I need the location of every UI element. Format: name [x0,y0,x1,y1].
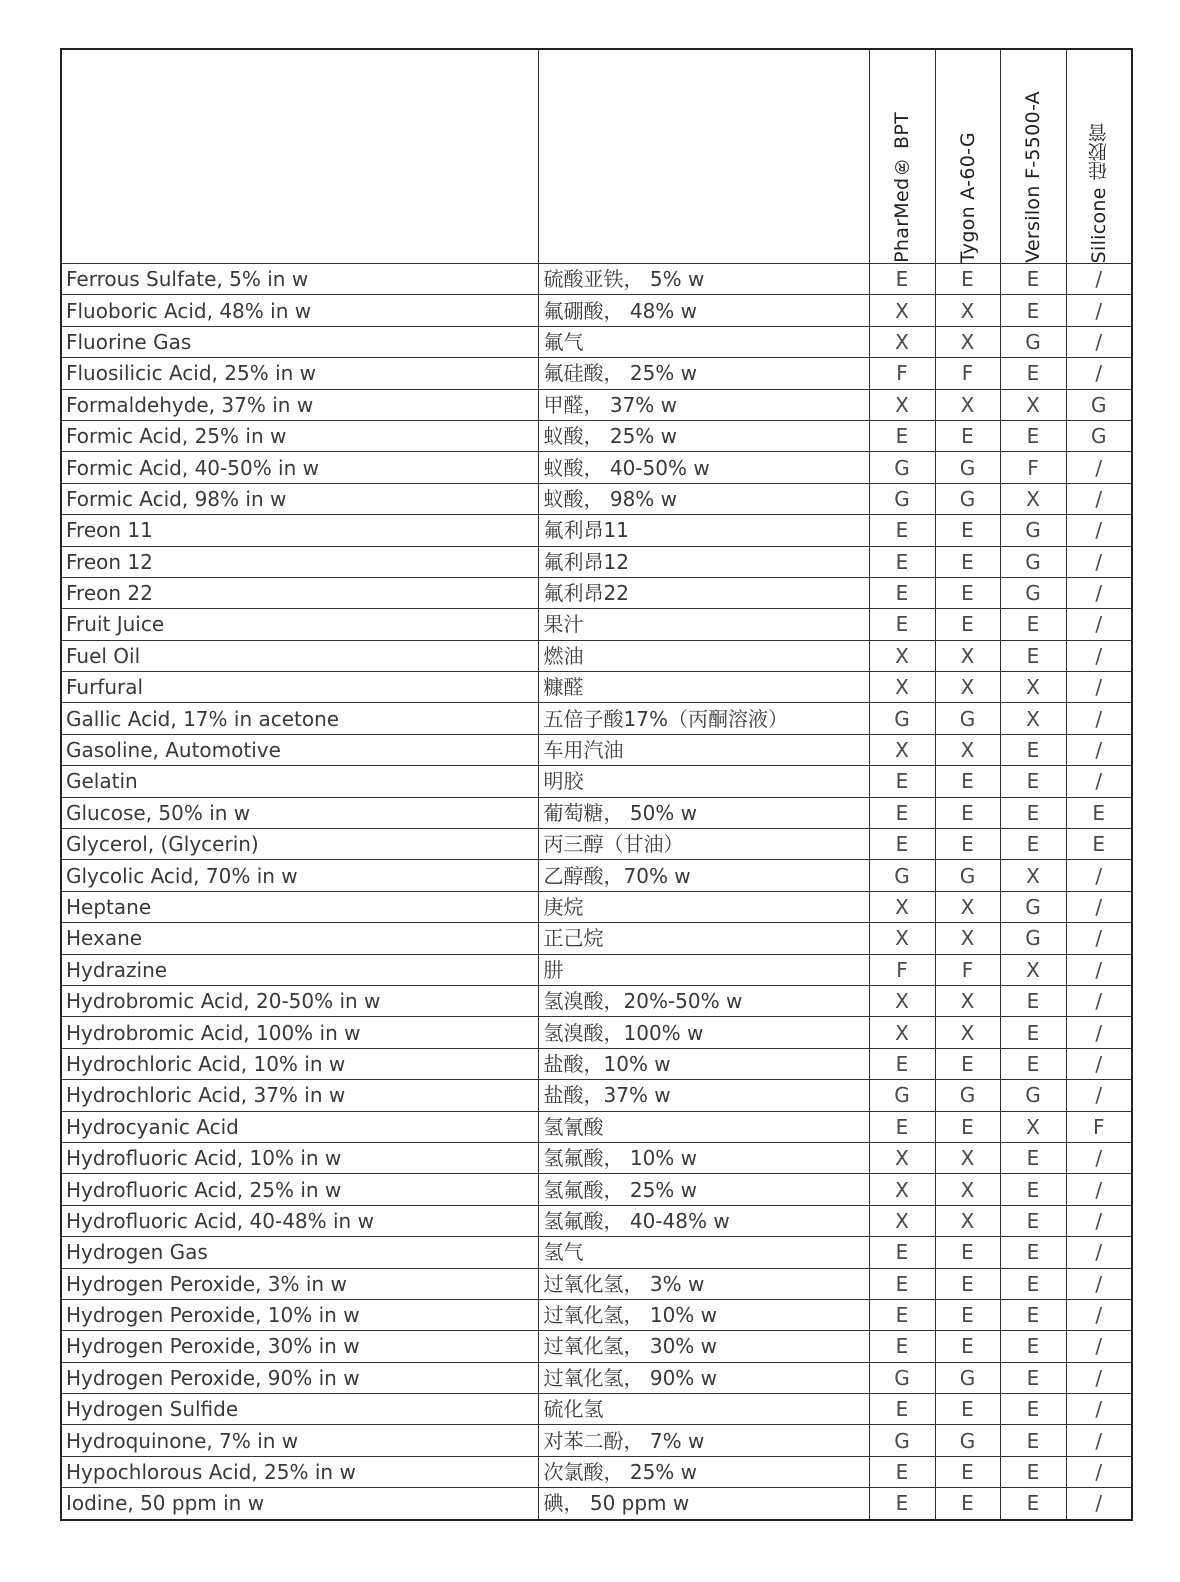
chemical-name-cn: 蚁酸， 25% w [538,420,869,451]
rating-silicone: / [1066,1017,1132,1048]
rating-tygon: E [935,1394,1000,1425]
chemical-name-cn: 氟硼酸， 48% w [538,295,869,326]
chemical-name-cn: 车用汽油 [538,734,869,765]
table-row [61,389,1132,420]
rating-versilon: E [1000,829,1066,860]
chemical-name-en: Freon 11 [61,515,538,546]
rating-versilon: X [1000,389,1066,420]
table-row [61,1048,1132,1079]
header-silicone-label: Silicone 硅胶管 [1088,122,1111,263]
chemical-name-cn: 氢氰酸 [538,1111,869,1142]
table-row [61,1362,1132,1393]
rating-tygon: E [935,420,1000,451]
chemical-name-cn: 丙三醇（甘油） [538,829,869,860]
chemical-name-en: Fluorine Gas [61,326,538,357]
rating-tygon: X [935,985,1000,1016]
chemical-name-en: Hydrogen Peroxide, 90% in w [61,1362,538,1393]
rating-tygon: E [935,546,1000,577]
rating-pharmed: E [869,1268,935,1299]
table-row [61,640,1132,671]
chemical-name-cn: 氟利昂12 [538,546,869,577]
rating-tygon: G [935,483,1000,514]
chemical-name-cn: 氟气 [538,326,869,357]
rating-tygon: E [935,264,1000,295]
rating-tygon: X [935,1174,1000,1205]
rating-pharmed: E [869,797,935,828]
table-row [61,483,1132,514]
rating-tygon: G [935,703,1000,734]
rating-pharmed: E [869,766,935,797]
rating-silicone: / [1066,1080,1132,1111]
rating-silicone: / [1066,1394,1132,1425]
table-row [61,829,1132,860]
chemical-name-en: Glycerol, (Glycerin) [61,829,538,860]
rating-pharmed: X [869,1142,935,1173]
rating-tygon: X [935,1017,1000,1048]
rating-versilon: E [1000,797,1066,828]
chemical-name-en: Hydrofluoric Acid, 40-48% in w [61,1205,538,1236]
chemical-name-en: Freon 12 [61,546,538,577]
chemical-name-en: Hydrofluoric Acid, 25% in w [61,1174,538,1205]
rating-pharmed: E [869,1299,935,1330]
rating-versilon: E [1000,1488,1066,1520]
header-row [61,49,1132,264]
chemical-name-cn: 过氧化氢， 3% w [538,1268,869,1299]
chemical-name-cn: 过氧化氢， 90% w [538,1362,869,1393]
rating-pharmed: X [869,1174,935,1205]
chemical-name-en: Fluosilicic Acid, 25% in w [61,358,538,389]
chemical-name-en: Hydrocyanic Acid [61,1111,538,1142]
rating-versilon: E [1000,1331,1066,1362]
chemical-name-en: Fluoboric Acid, 48% in w [61,295,538,326]
rating-silicone: / [1066,1299,1132,1330]
rating-pharmed: E [869,515,935,546]
rating-silicone: / [1066,640,1132,671]
rating-pharmed: G [869,1080,935,1111]
rating-versilon: G [1000,515,1066,546]
rating-versilon: E [1000,1394,1066,1425]
rating-pharmed: X [869,923,935,954]
rating-silicone: / [1066,295,1132,326]
chemical-name-en: Furfural [61,672,538,703]
chemical-name-cn: 正己烷 [538,923,869,954]
rating-pharmed: E [869,1331,935,1362]
rating-versilon: G [1000,923,1066,954]
rating-silicone: E [1066,797,1132,828]
rating-versilon: E [1000,1237,1066,1268]
chemical-name-en: Ferrous Sulfate, 5% in w [61,264,538,295]
rating-silicone: / [1066,1456,1132,1487]
chemical-name-en: Hydrazine [61,954,538,985]
rating-versilon: E [1000,1174,1066,1205]
table-row [61,734,1132,765]
rating-versilon: X [1000,860,1066,891]
header-tygon-a60g-label: Tygon A-60-G [956,131,979,263]
chemical-name-cn: 甲醛， 37% w [538,389,869,420]
chemical-name-en: Freon 22 [61,577,538,608]
rating-versilon: G [1000,891,1066,922]
rating-pharmed: E [869,1394,935,1425]
rating-versilon: E [1000,420,1066,451]
chemical-name-cn: 硫化氢 [538,1394,869,1425]
chemical-name-cn: 果汁 [538,609,869,640]
chemical-name-cn: 乙醇酸，70% w [538,860,869,891]
rating-versilon: X [1000,1111,1066,1142]
rating-silicone: / [1066,1205,1132,1236]
rating-tygon: X [935,326,1000,357]
chemical-name-cn: 氢氟酸， 10% w [538,1142,869,1173]
rating-tygon: X [935,640,1000,671]
chemical-name-en: Hydrochloric Acid, 10% in w [61,1048,538,1079]
rating-pharmed: E [869,829,935,860]
chemical-name-en: Glucose, 50% in w [61,797,538,828]
table-row [61,420,1132,451]
rating-versilon: E [1000,264,1066,295]
rating-tygon: E [935,829,1000,860]
rating-versilon: E [1000,640,1066,671]
table-row [61,954,1132,985]
rating-versilon: E [1000,609,1066,640]
rating-pharmed: X [869,891,935,922]
rating-silicone: / [1066,1488,1132,1520]
table-row [61,1017,1132,1048]
rating-tygon: X [935,389,1000,420]
rating-tygon: E [935,515,1000,546]
rating-pharmed: E [869,1237,935,1268]
rating-tygon: E [935,1268,1000,1299]
rating-versilon: E [1000,1456,1066,1487]
chemical-compatibility-table [60,48,1133,1521]
rating-silicone: G [1066,389,1132,420]
table-row [61,766,1132,797]
rating-pharmed: X [869,1017,935,1048]
chemical-name-cn: 碘， 50 ppm w [538,1488,869,1520]
rating-silicone: / [1066,734,1132,765]
rating-tygon: E [935,609,1000,640]
chemical-name-cn: 糠醛 [538,672,869,703]
rating-tygon: F [935,358,1000,389]
table-row [61,1331,1132,1362]
rating-pharmed: X [869,985,935,1016]
rating-pharmed: G [869,1362,935,1393]
rating-pharmed: E [869,1111,935,1142]
table-row [61,1456,1132,1487]
chemical-name-en: Hydrogen Peroxide, 3% in w [61,1268,538,1299]
header-versilon-f5500a-label: Versilon F-5500-A [1022,91,1044,263]
table-row [61,358,1132,389]
table-row [61,1080,1132,1111]
table-row [61,1488,1132,1520]
chemical-name-en: Heptane [61,891,538,922]
rating-pharmed: X [869,672,935,703]
chemical-name-cn: 蚁酸， 98% w [538,483,869,514]
rating-versilon: E [1000,1425,1066,1456]
rating-tygon: E [935,1299,1000,1330]
rating-silicone: / [1066,860,1132,891]
chemical-name-cn: 氟硅酸， 25% w [538,358,869,389]
chemical-name-cn: 明胶 [538,766,869,797]
rating-silicone: / [1066,1268,1132,1299]
table-row [61,860,1132,891]
rating-pharmed: X [869,734,935,765]
rating-versilon: G [1000,546,1066,577]
table-row [61,1111,1132,1142]
chemical-name-cn: 燃油 [538,640,869,671]
rating-silicone: / [1066,923,1132,954]
chemical-name-en: Hydrogen Sulfide [61,1394,538,1425]
rating-silicone: / [1066,326,1132,357]
chemical-name-en: Formic Acid, 98% in w [61,483,538,514]
rating-versilon: F [1000,452,1066,483]
chemical-name-en: Hydrofluoric Acid, 10% in w [61,1142,538,1173]
table-row [61,1268,1132,1299]
rating-versilon: G [1000,326,1066,357]
chemical-name-cn: 氢溴酸，100% w [538,1017,869,1048]
chemical-name-en: Gasoline, Automotive [61,734,538,765]
rating-silicone: / [1066,1237,1132,1268]
rating-pharmed: G [869,860,935,891]
rating-pharmed: E [869,1048,935,1079]
rating-tygon: G [935,452,1000,483]
chemical-name-en: Formaldehyde, 37% in w [61,389,538,420]
table-row [61,295,1132,326]
rating-tygon: F [935,954,1000,985]
rating-silicone: / [1066,1174,1132,1205]
rating-pharmed: E [869,420,935,451]
chemical-name-cn: 蚁酸， 40-50% w [538,452,869,483]
rating-versilon: E [1000,1205,1066,1236]
chemical-name-en: Fruit Juice [61,609,538,640]
header-silicone [1066,49,1132,264]
table-row [61,577,1132,608]
rating-tygon: G [935,1425,1000,1456]
rating-silicone: / [1066,703,1132,734]
rating-versilon: E [1000,295,1066,326]
chemical-name-cn: 盐酸，37% w [538,1080,869,1111]
table-row [61,703,1132,734]
rating-silicone: E [1066,829,1132,860]
table-row [61,1174,1132,1205]
rating-tygon: E [935,1331,1000,1362]
rating-versilon: X [1000,672,1066,703]
chemical-name-en: Hydrogen Peroxide, 30% in w [61,1331,538,1362]
chemical-name-cn: 葡萄糖， 50% w [538,797,869,828]
header-chemical-name-cn [538,49,869,264]
chemical-name-cn: 对苯二酚， 7% w [538,1425,869,1456]
rating-versilon: E [1000,766,1066,797]
rating-tygon: G [935,1080,1000,1111]
rating-pharmed: G [869,483,935,514]
rating-tygon: X [935,891,1000,922]
chemical-name-cn: 过氧化氢， 30% w [538,1331,869,1362]
table-row [61,1237,1132,1268]
rating-tygon: X [935,295,1000,326]
rating-silicone: / [1066,1425,1132,1456]
rating-pharmed: E [869,1456,935,1487]
table-row [61,1142,1132,1173]
rating-silicone: / [1066,515,1132,546]
rating-tygon: E [935,577,1000,608]
table-row [61,546,1132,577]
chemical-name-en: Iodine, 50 ppm in w [61,1488,538,1520]
rating-silicone: / [1066,1331,1132,1362]
table-row [61,923,1132,954]
chemical-name-en: Hydrobromic Acid, 100% in w [61,1017,538,1048]
table-row [61,1425,1132,1456]
rating-versilon: E [1000,1362,1066,1393]
rating-silicone: F [1066,1111,1132,1142]
chemical-name-cn: 肼 [538,954,869,985]
table-row [61,985,1132,1016]
table-row [61,1205,1132,1236]
chemical-name-cn: 氟利昂11 [538,515,869,546]
rating-silicone: / [1066,358,1132,389]
table-row [61,1394,1132,1425]
chemical-name-cn: 氢溴酸，20%-50% w [538,985,869,1016]
chemical-name-cn: 氢氟酸， 40-48% w [538,1205,869,1236]
header-versilon-f5500a [1000,49,1066,264]
rating-tygon: X [935,672,1000,703]
chemical-name-en: Hydroquinone, 7% in w [61,1425,538,1456]
rating-versilon: E [1000,734,1066,765]
header-pharmed-bpt [869,49,935,264]
rating-versilon: E [1000,985,1066,1016]
chemical-name-cn: 氢气 [538,1237,869,1268]
rating-tygon: X [935,923,1000,954]
rating-versilon: X [1000,703,1066,734]
rating-silicone: / [1066,577,1132,608]
rating-tygon: E [935,1456,1000,1487]
rating-tygon: G [935,1362,1000,1393]
rating-versilon: G [1000,577,1066,608]
rating-versilon: G [1000,1080,1066,1111]
table-row [61,672,1132,703]
chemical-name-en: Hydrobromic Acid, 20-50% in w [61,985,538,1016]
rating-tygon: E [935,1237,1000,1268]
rating-silicone: / [1066,546,1132,577]
table-row [61,264,1132,295]
header-pharmed-bpt-label: PharMed® BPT [891,112,913,263]
rating-versilon: E [1000,1142,1066,1173]
chemical-name-en: Hydrochloric Acid, 37% in w [61,1080,538,1111]
chemical-name-en: Gallic Acid, 17% in acetone [61,703,538,734]
chemical-name-cn: 硫酸亚铁， 5% w [538,264,869,295]
rating-versilon: E [1000,1299,1066,1330]
chemical-name-cn: 过氧化氢， 10% w [538,1299,869,1330]
rating-pharmed: X [869,1205,935,1236]
rating-pharmed: X [869,326,935,357]
chemical-name-en: Formic Acid, 40-50% in w [61,452,538,483]
rating-tygon: E [935,1488,1000,1520]
table-row [61,1299,1132,1330]
chemical-name-en: Hypochlorous Acid, 25% in w [61,1456,538,1487]
rating-tygon: X [935,734,1000,765]
rating-silicone: / [1066,1048,1132,1079]
rating-silicone: / [1066,1142,1132,1173]
rating-pharmed: F [869,954,935,985]
rating-tygon: E [935,797,1000,828]
rating-versilon: X [1000,483,1066,514]
rating-pharmed: E [869,264,935,295]
rating-tygon: E [935,1048,1000,1079]
rating-pharmed: X [869,640,935,671]
table-row [61,326,1132,357]
rating-silicone: / [1066,264,1132,295]
chemical-name-en: Formic Acid, 25% in w [61,420,538,451]
table-row [61,609,1132,640]
rating-silicone: / [1066,985,1132,1016]
rating-tygon: X [935,1142,1000,1173]
rating-pharmed: E [869,546,935,577]
rating-versilon: E [1000,1017,1066,1048]
rating-pharmed: E [869,1488,935,1520]
rating-tygon: G [935,860,1000,891]
chemical-name-cn: 盐酸，10% w [538,1048,869,1079]
table-row [61,452,1132,483]
rating-silicone: / [1066,672,1132,703]
rating-silicone: / [1066,954,1132,985]
chemical-name-en: Hydrogen Gas [61,1237,538,1268]
rating-versilon: X [1000,954,1066,985]
table-row [61,797,1132,828]
table-row [61,515,1132,546]
rating-silicone: / [1066,452,1132,483]
chemical-name-cn: 次氯酸， 25% w [538,1456,869,1487]
rating-silicone: / [1066,766,1132,797]
rating-versilon: E [1000,1268,1066,1299]
rating-tygon: E [935,1111,1000,1142]
rating-tygon: E [935,766,1000,797]
rating-pharmed: F [869,358,935,389]
chemical-name-en: Gelatin [61,766,538,797]
header-chemical-name-en [61,49,538,264]
rating-tygon: X [935,1205,1000,1236]
rating-pharmed: X [869,389,935,420]
rating-pharmed: X [869,295,935,326]
rating-pharmed: G [869,703,935,734]
rating-silicone: G [1066,420,1132,451]
rating-versilon: E [1000,1048,1066,1079]
chemical-name-cn: 五倍子酸17%（丙酮溶液） [538,703,869,734]
header-tygon-a60g [935,49,1000,264]
rating-versilon: E [1000,358,1066,389]
rating-silicone: / [1066,609,1132,640]
table-row [61,891,1132,922]
table-body [61,264,1132,1520]
rating-silicone: / [1066,483,1132,514]
rating-silicone: / [1066,1362,1132,1393]
chemical-name-en: Fuel Oil [61,640,538,671]
rating-pharmed: G [869,452,935,483]
rating-pharmed: E [869,577,935,608]
chemical-name-cn: 庚烷 [538,891,869,922]
chemical-name-cn: 氢氟酸， 25% w [538,1174,869,1205]
chemical-name-cn: 氟利昂22 [538,577,869,608]
rating-pharmed: E [869,609,935,640]
rating-silicone: / [1066,891,1132,922]
chemical-name-en: Hexane [61,923,538,954]
rating-pharmed: G [869,1425,935,1456]
chemical-name-en: Glycolic Acid, 70% in w [61,860,538,891]
chemical-name-en: Hydrogen Peroxide, 10% in w [61,1299,538,1330]
